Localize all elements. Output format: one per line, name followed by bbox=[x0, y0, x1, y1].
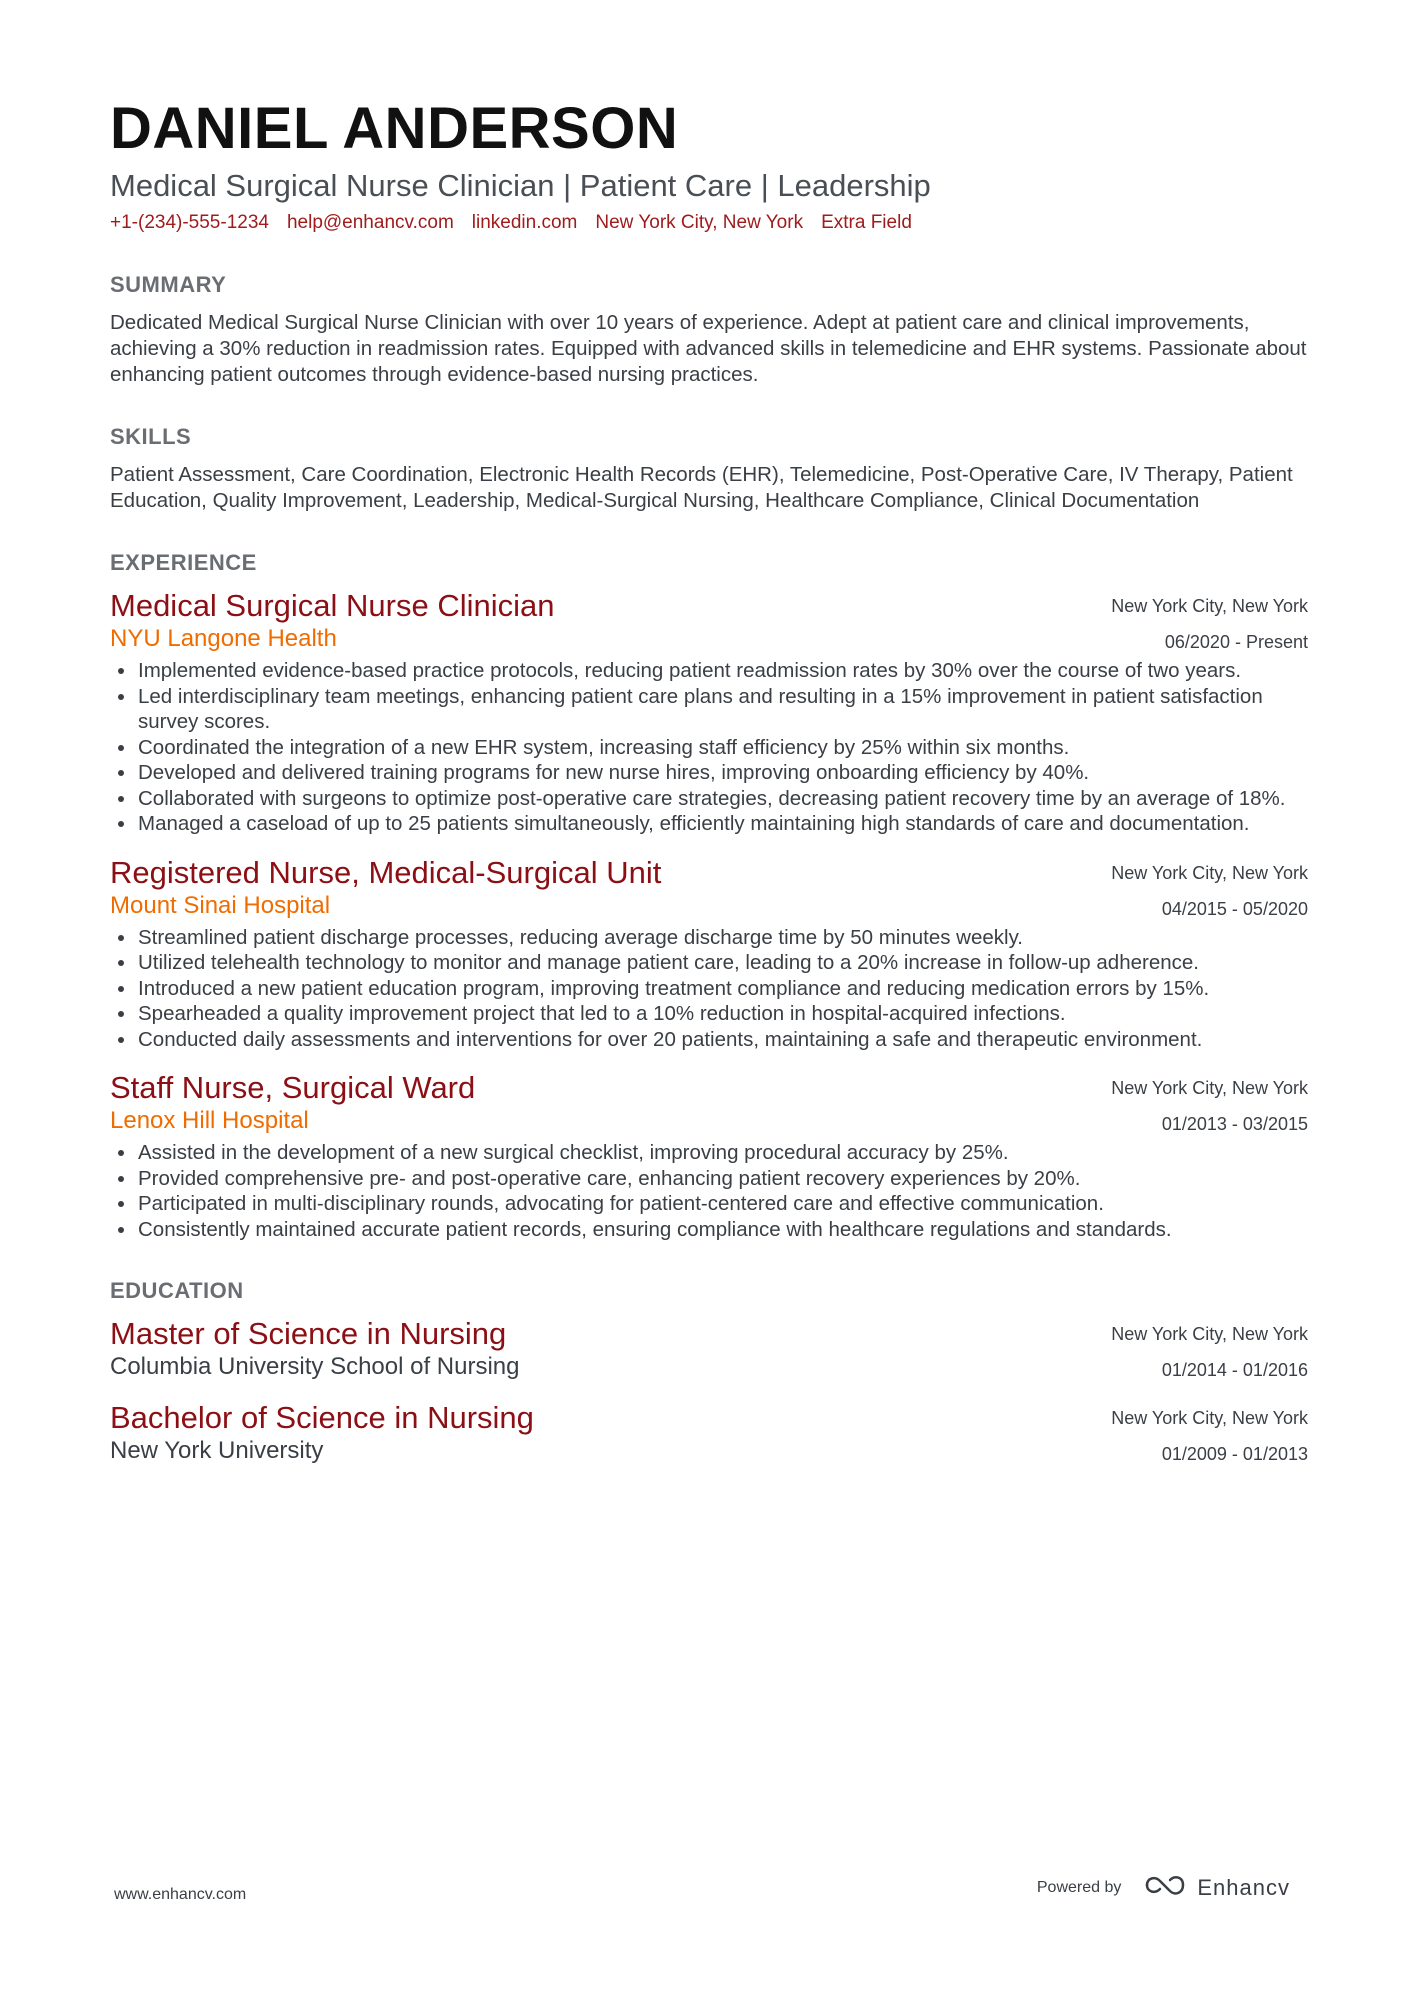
skills-text: Patient Assessment, Care Coordination, Electronic Health Records (EHR), Telemedicine, Post-Operative Care, IV Therapy, Patient Education, Quality Improvement, Leadership, Medical-Surgical Nursing, Healthcare Compliance, Clinical Documentation bbox=[110, 463, 1293, 512]
section-heading: EXPERIENCE bbox=[110, 550, 257, 575]
job-entry bbox=[110, 855, 1308, 1053]
bullet-item: Led interdisciplinary team meetings, enhancing patient care plans and resulting in a 15% improvement in patient satisfaction survey scores. bbox=[110, 684, 1308, 735]
degree-title: Bachelor of Science in Nursing bbox=[110, 1400, 534, 1435]
job-bullets bbox=[110, 925, 1308, 1053]
powered-by-label: Powered by bbox=[1036, 1878, 1122, 1896]
job-role: Staff Nurse, Surgical Ward bbox=[110, 1070, 476, 1105]
education-meta bbox=[1111, 1316, 1308, 1388]
summary-text: Dedicated Medical Surgical Nurse Clinician with over 10 years of experience. Adept at patient care and clinical improvements, achieving a 30% reduction in readmission rates. Equipped with advanced skills in telemedicine and EHR systems. Passionate about enhancing patient outcomes through evidence-based nursing practices. bbox=[110, 311, 1307, 386]
school-name: New York University bbox=[110, 1437, 324, 1464]
bullet-item: Streamlined patient discharge processes, reducing average discharge time by 50 minutes weekly. bbox=[110, 925, 1308, 951]
footer-branding bbox=[1037, 1872, 1290, 1903]
contact-bar bbox=[110, 210, 1308, 236]
bullet-item: Managed a caseload of up to 25 patients simultaneously, efficiently maintaining high standards of care and documentation. bbox=[110, 811, 1308, 837]
skills-section bbox=[110, 424, 1308, 514]
job-location: New York City, New York bbox=[1111, 1078, 1308, 1098]
experience-section bbox=[110, 550, 1308, 1242]
brand-name: Enhancv bbox=[1197, 1874, 1290, 1900]
job-dates: 04/2015 - 05/2020 bbox=[1161, 898, 1308, 919]
job-entry bbox=[110, 588, 1308, 837]
bullet-item: Spearheaded a quality improvement project that led to a 10% reduction in hospital-acquired infections. bbox=[110, 1001, 1308, 1027]
education-section bbox=[110, 1278, 1308, 1466]
job-org: Lenox Hill Hospital bbox=[110, 1107, 309, 1134]
education-entry bbox=[110, 1400, 1308, 1466]
bullet-item: Developed and delivered training programs for new nurse hires, improving onboarding efficiency by 40%. bbox=[110, 760, 1308, 786]
enhancv-logo-icon bbox=[1143, 1872, 1187, 1903]
contact-linkedin[interactable]: linkedin.com bbox=[471, 212, 578, 233]
section-heading: SUMMARY bbox=[110, 272, 227, 297]
job-meta bbox=[1111, 588, 1308, 660]
bullet-item: Coordinated the integration of a new EHR system, increasing staff efficiency by 25% within six months. bbox=[110, 735, 1308, 761]
section-heading: EDUCATION bbox=[110, 1278, 244, 1303]
job-bullets bbox=[110, 1140, 1308, 1242]
candidate-name: DANIEL ANDERSON bbox=[110, 96, 679, 161]
section-heading: SKILLS bbox=[110, 424, 192, 449]
job-role: Medical Surgical Nurse Clinician bbox=[110, 588, 555, 623]
footer-website[interactable]: www.enhancv.com bbox=[114, 1886, 247, 1903]
bullet-item: Collaborated with surgeons to optimize post-operative care strategies, decreasing patient recovery time by an average of 18%. bbox=[110, 786, 1308, 812]
education-location: New York City, New York bbox=[1111, 1408, 1308, 1428]
summary-section bbox=[110, 272, 1308, 388]
job-meta bbox=[1111, 1070, 1308, 1142]
bullet-item: Conducted daily assessments and interventions for over 20 patients, maintaining a safe and therapeutic environment. bbox=[110, 1027, 1308, 1053]
education-location: New York City, New York bbox=[1111, 1324, 1308, 1344]
job-entry bbox=[110, 1070, 1308, 1242]
contact-phone[interactable]: +1-(234)-555-1234 bbox=[110, 212, 269, 233]
job-location: New York City, New York bbox=[1111, 596, 1308, 616]
education-dates: 01/2009 - 01/2013 bbox=[1161, 1444, 1308, 1464]
bullet-item: Assisted in the development of a new surgical checklist, improving procedural accuracy by 25%. bbox=[110, 1140, 1308, 1166]
candidate-title: Medical Surgical Nurse Clinician | Patient Care | Leadership bbox=[110, 168, 931, 203]
bullet-item: Utilized telehealth technology to monitor and manage patient care, leading to a 20% increase in follow-up adherence. bbox=[110, 950, 1308, 976]
degree-title: Master of Science in Nursing bbox=[110, 1316, 507, 1351]
contact-location: New York City, New York bbox=[595, 212, 804, 233]
job-dates: 06/2020 - Present bbox=[1164, 632, 1308, 652]
education-meta bbox=[1111, 1400, 1308, 1472]
job-meta bbox=[1111, 855, 1308, 927]
job-location: New York City, New York bbox=[1111, 862, 1308, 883]
brand-logo[interactable] bbox=[1143, 1872, 1290, 1903]
job-role: Registered Nurse, Medical-Surgical Unit bbox=[110, 854, 662, 890]
job-org: Mount Sinai Hospital bbox=[110, 891, 331, 919]
education-entry bbox=[110, 1316, 1308, 1382]
bullet-item: Introduced a new patient education program, improving treatment compliance and reducing medication errors by 15%. bbox=[110, 976, 1308, 1002]
school-name: Columbia University School of Nursing bbox=[110, 1353, 520, 1380]
job-dates: 01/2013 - 03/2015 bbox=[1161, 1114, 1308, 1134]
bullet-item: Implemented evidence-based practice protocols, reducing patient readmission rates by 30% over the course of two years. bbox=[110, 658, 1308, 684]
bullet-item: Consistently maintained accurate patient records, ensuring compliance with healthcare regulations and standards. bbox=[110, 1217, 1308, 1243]
job-org: NYU Langone Health bbox=[110, 625, 337, 652]
job-bullets bbox=[110, 658, 1308, 837]
bullet-item: Provided comprehensive pre- and post-operative care, enhancing patient recovery experiences by 20%. bbox=[110, 1166, 1308, 1192]
resume-content bbox=[110, 94, 1308, 1466]
bullet-item: Participated in multi-disciplinary rounds, advocating for patient-centered care and effective communication. bbox=[110, 1191, 1308, 1217]
contact-extra: Extra Field bbox=[821, 212, 912, 233]
education-dates: 01/2014 - 01/2016 bbox=[1161, 1360, 1308, 1380]
contact-email[interactable]: help@enhancv.com bbox=[286, 212, 454, 233]
